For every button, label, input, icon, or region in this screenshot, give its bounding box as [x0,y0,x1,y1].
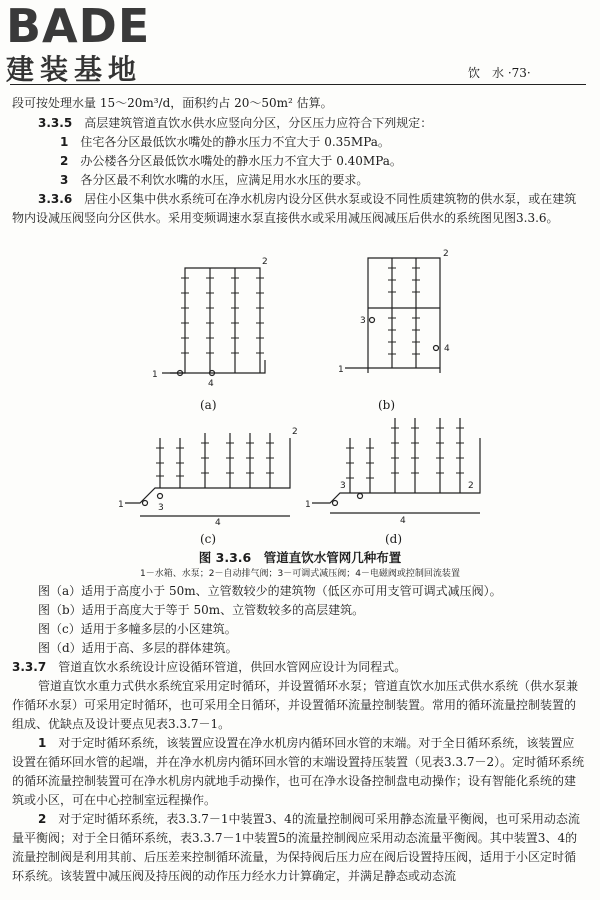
diagram-d [312,418,480,513]
running-head: 饮 水 ·73· [468,66,531,80]
clause-item-2 [12,810,586,886]
pipe-network-figure [0,248,600,548]
clause-text: 居住小区集中供水系统可在净水机房内设分区供水泵或设不同性质建筑物的供水泵，或在建筑物内设减压阀竖向分区供水。采用变频调速水泵直接供水或采用减压阀减压后供水的系统图见图3.3.6。 [12,192,577,225]
subfigure-label-b: (b) [378,398,396,412]
clause-text: 管道直饮水系统设计应设循环管道，供回水管网应设计为同程式。 [58,660,407,674]
label-3: 3 [158,503,164,513]
clause-number: 3.3.5 [38,116,73,130]
item-text: 办公楼各分区最低饮水嘴处的静水压力不宜大于 0.40MPa。 [80,154,402,168]
label-4: 4 [400,516,406,526]
paragraph-circulation: 管道直饮水重力式供水系统宜采用定时循环，并设置循环水泵；管道直饮水加压式供水系统（供水泵兼作循环水泵）可采用定时循环，也可采用全日循环，并设置循环流量控制装置。常用的循环流量控制装置的组成、优缺点及设计要点见表3.3.7－1。 [12,679,579,731]
item-text: 住宅各分区最低饮水嘴处的静水压力不宜大于 0.35MPa。 [80,135,390,149]
paragraph-continued: 段可按处理水量 15～20m³/d，面积约占 20～50m² 估算。 [12,96,333,110]
figure-legend: 1－水箱、水泵；2－自动排气阀；3－可调式减压阀；4－电磁阀或控制回流装置 [140,569,460,579]
label-1: 1 [305,500,311,510]
item-number: 2 [60,154,69,168]
item-text: 对于定时循环系统，表3.3.7－1中装置3、4的流量控制阀可采用静态流量平衡阀，也可采用动态流量平衡阀；对于全日循环系统，表3.3.7－1中装置5的流量控制阀应采用动态流量平衡阀。其中装置3、4的流量控制阀是利用其前、后压差来控制循环流量，为保持阀后压力应在阀后设置持压阀，适用于小区定时循环系统。该装置中减压阀及持压阀的动作压力经水力计算确定，并满足静态或动态流 [12,812,580,883]
subfigure-label-a: (a) [200,398,217,412]
label-1: 1 [118,500,124,510]
item-number: 1 [60,135,69,149]
header-rule [10,84,586,85]
clause-text: 高层建筑管道直饮水供水应竖向分区，分区压力应符合下列规定： [84,116,433,130]
clause-number: 3.3.6 [38,192,73,206]
item-text: 对于定时循环系统，该装置应设置在净水机房内循环回水管的末端。对于全日循环系统，该装置应设置在循环回水管的起端，并在净水机房内循环回水管的末端设置持压装置（见表3.3.7－2）。定时循环系统的循环流量控制装置可在净水机房内就地手动操作，也可在净水设备控制盘电动操作；设有智能化系统的建筑或小区，可在中心控制室远程操作。 [12,736,585,807]
label-3: 3 [340,481,346,491]
list-item [60,171,368,190]
label-2: 2 [292,427,298,437]
clause-number: 3.3.7 [12,660,47,674]
figure-note-b: 图（b）适用于高度大于等于 50m、立管数较多的高层建筑。 [38,603,365,617]
subfigure-label-c: (c) [200,532,217,546]
figure-note-c: 图（c）适用于多幢多层的小区建筑。 [38,622,237,636]
figure-note-a: 图（a）适用于高度小于 50m、立管数较少的建筑物（低区亦可用支管可调式减压阀）。 [38,584,502,598]
list-item [60,152,402,171]
label-1: 1 [152,370,158,380]
item-number: 3 [60,173,69,187]
brand-logo-subtitle: 建装基地 [6,53,143,86]
item-number: 1 [38,736,47,750]
figure-note-d: 图（d）适用于高、多层的群体建筑。 [38,641,238,655]
diagram-a [162,268,265,376]
diagram-c [125,433,290,516]
label-4: 4 [215,518,221,528]
clause-3-3-6 [12,190,586,228]
clause-3-3-5 [12,114,586,133]
clause-item-1 [12,734,586,810]
label-1: 1 [338,365,344,375]
label-2: 2 [468,481,474,491]
list-item [60,133,390,152]
label-4: 4 [444,344,450,354]
brand-logo-text: BADE [6,0,151,53]
subfigure-label-d: (d) [385,532,403,546]
label-3: 3 [360,316,366,326]
clause-3-3-7 [12,658,586,677]
label-2: 2 [443,249,449,259]
figure-title: 图 3.3.6 管道直饮水管网几种布置 [198,550,402,565]
item-number: 2 [38,812,47,826]
item-text: 各分区最不利饮水嘴的水压，应满足用水水压的要求。 [80,173,369,187]
label-4: 4 [208,379,214,389]
label-2: 2 [262,257,268,267]
